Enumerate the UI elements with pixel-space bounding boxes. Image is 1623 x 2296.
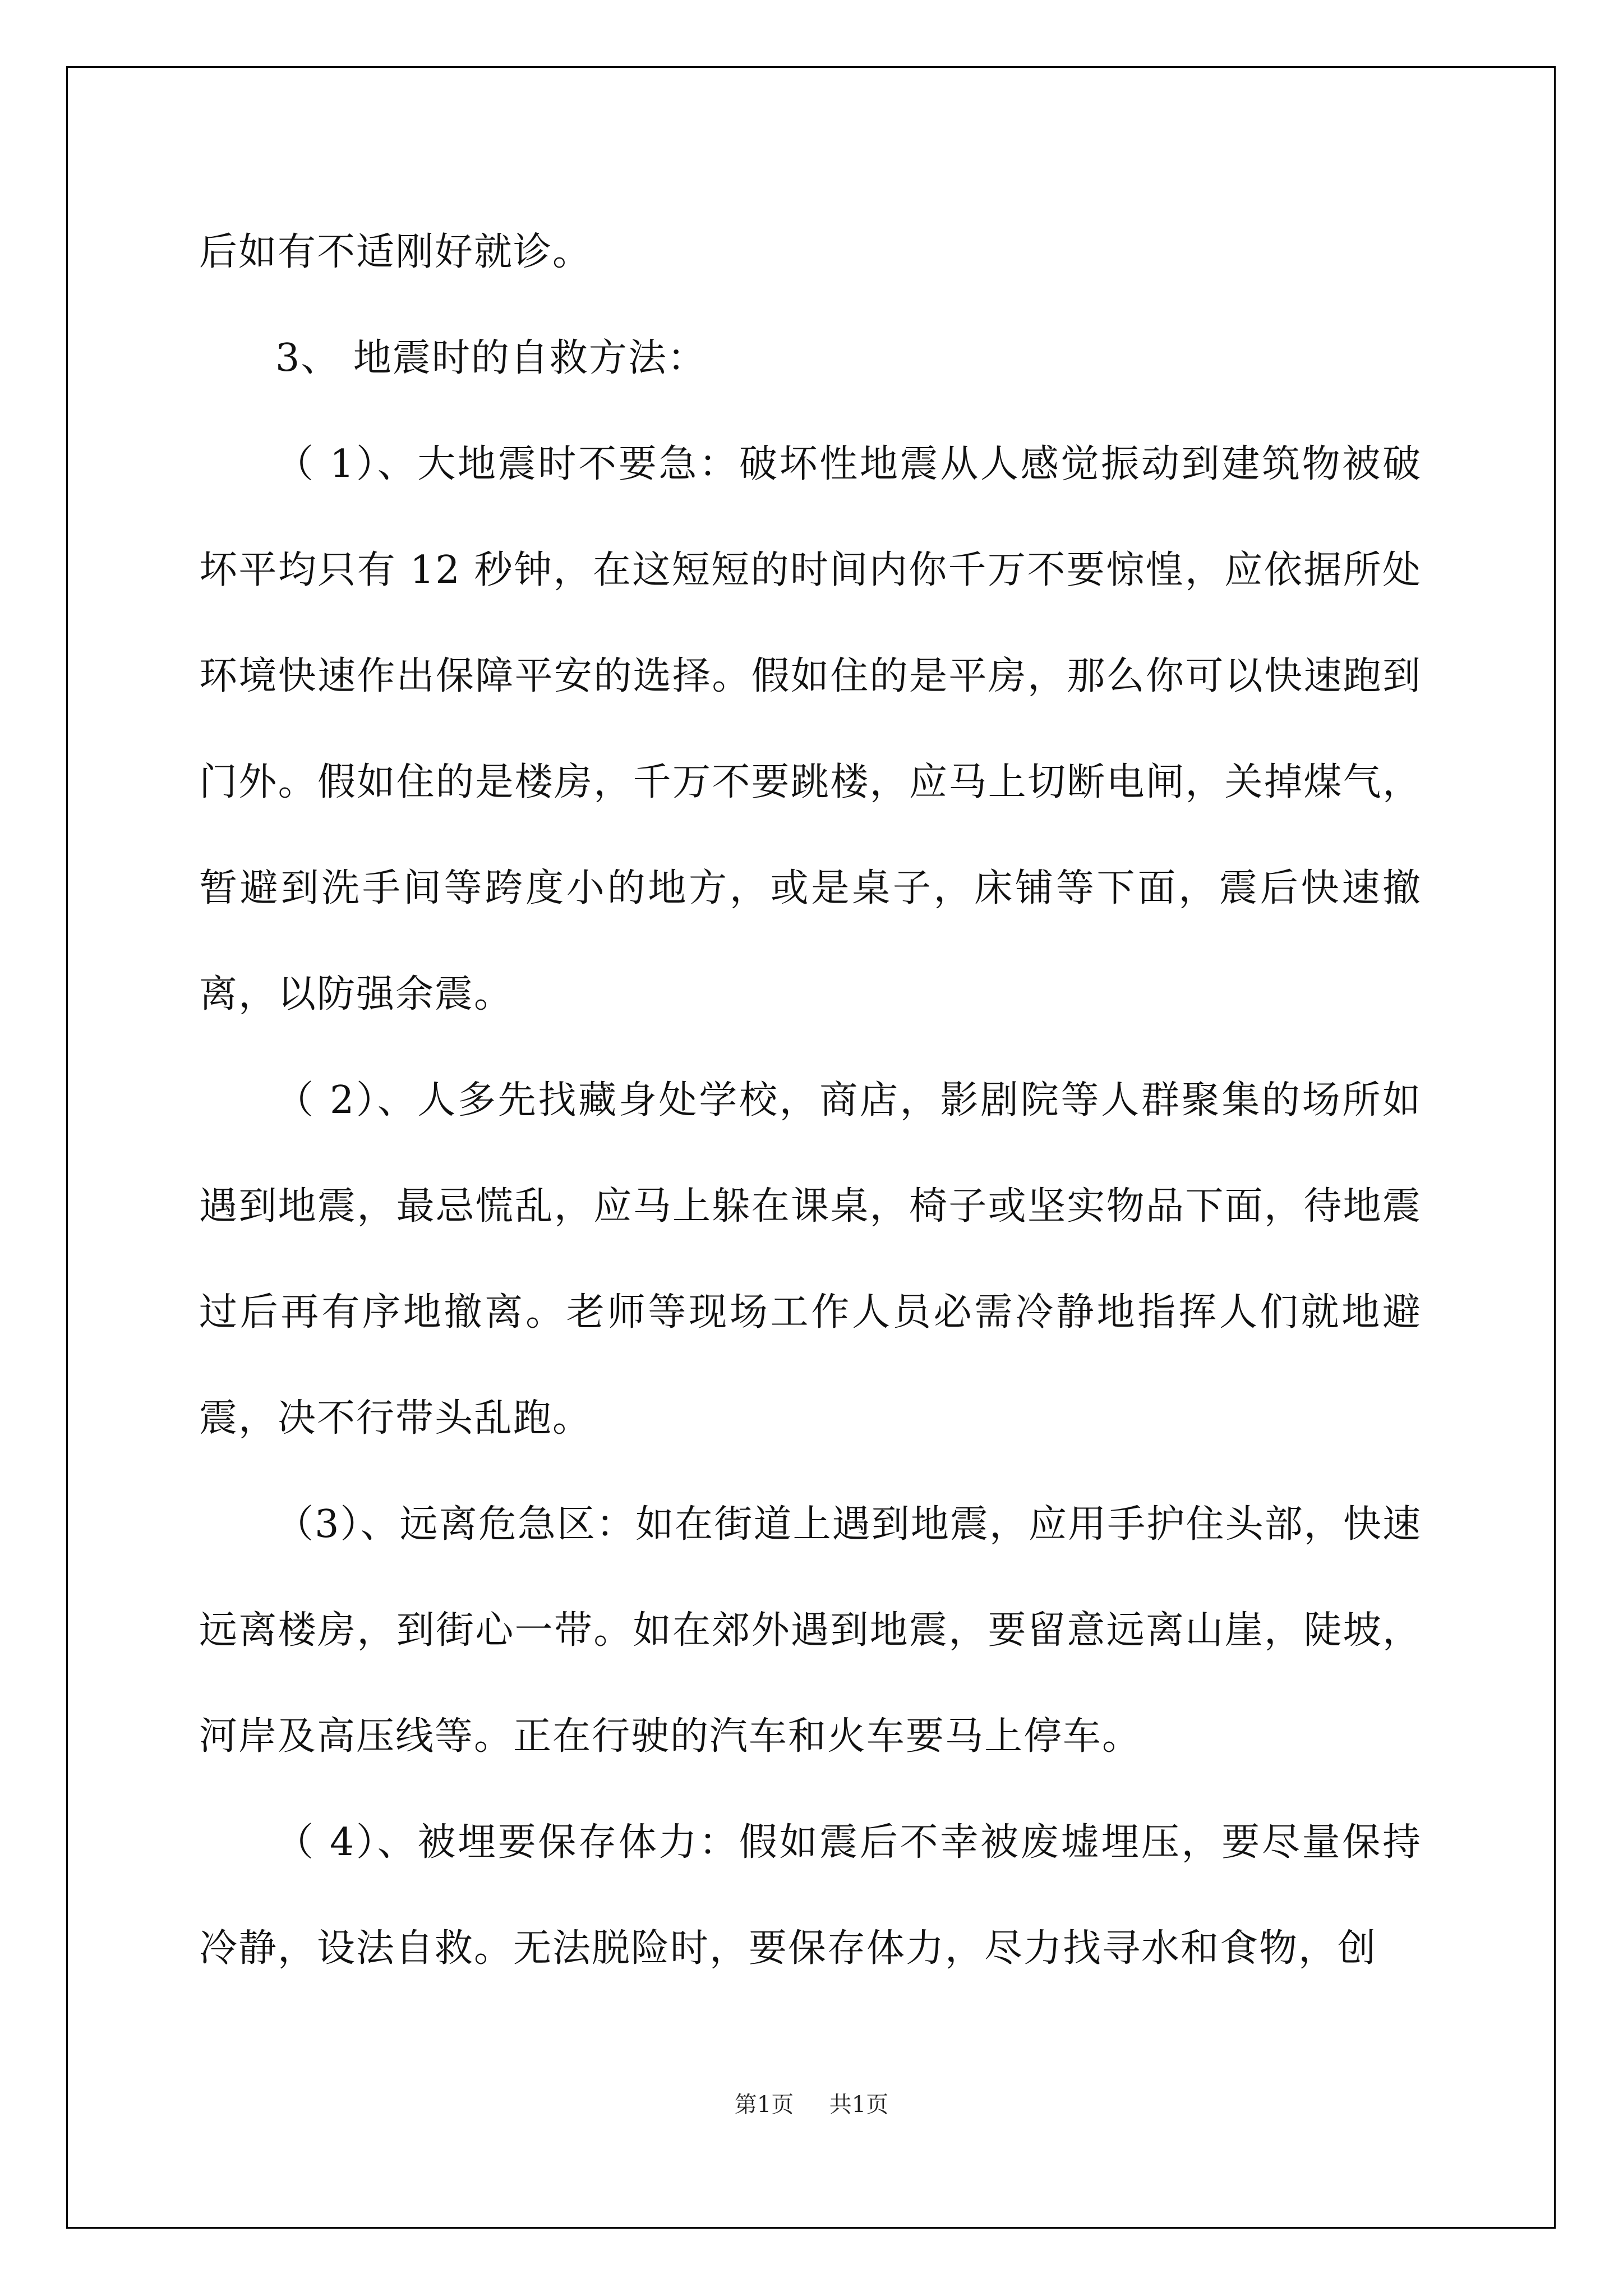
paragraph: 后如有不适刚好就诊。 bbox=[199, 230, 592, 274]
page-number: 第1页 bbox=[734, 2092, 794, 2118]
paragraph: （ 4）、被埋要保存体力：假如震后不幸被废墟埋压，要尽量保持冷静，设法自救。无法脱险时，要保存体力，尽力找寻水和食物，创 bbox=[199, 1820, 1422, 1971]
footer-spacer bbox=[801, 2092, 822, 2118]
document-body bbox=[199, 199, 1422, 2001]
paragraph: （ 1）、大地震时不要急：破坏性地震从人感觉振动到建筑物被破坏平均只有 12 秒钟，在这短短的时间内你千万不要惊惶，应依据所处环境快速作出保障平安的选择。假如住的是平房，那么你可以快速跑到门外。假如住的是楼房，千万不要跳楼，应马上切断电闸，关掉煤气，暂避到洗手间等跨度小的地方，或是桌子，床铺等下面，震后快速撤离，以防强余震。 bbox=[199, 442, 1422, 1016]
section-heading: 3、 地震时的自救方法： bbox=[275, 336, 707, 380]
page-footer bbox=[0, 2087, 1623, 2119]
paragraph: （ 2）、人多先找藏身处学校，商店，影剧院等人群聚集的场所如遇到地震，最忌慌乱，应马上躲在课桌，椅子或坚实物品下面，待地震过后再有序地撤离。老师等现场工作人员必需冷静地指挥人们就地避震，决不行带头乱跑。 bbox=[199, 1078, 1422, 1441]
total-pages: 共1页 bbox=[829, 2092, 889, 2118]
paragraph: （3）、远离危急区：如在街道上遇到地震，应用手护住头部，快速远离楼房，到街心一带。如在郊外遇到地震，要留意远离山崖，陡坡，河岸及高压线等。正在行驶的汽车和火车要马上停车。 bbox=[199, 1502, 1422, 1759]
